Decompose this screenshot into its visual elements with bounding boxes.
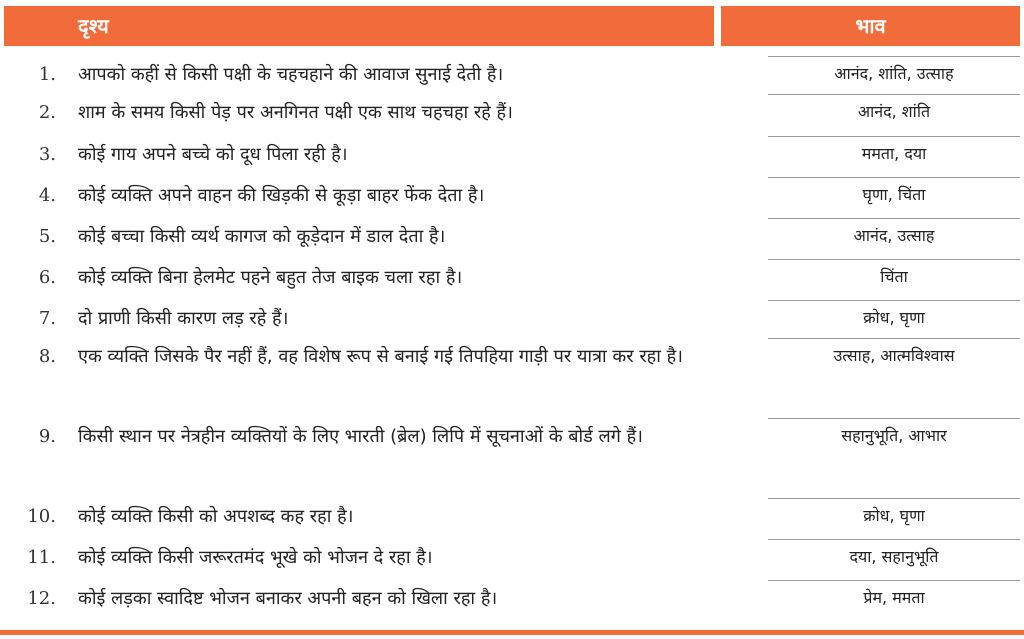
row-number: 11. bbox=[27, 547, 56, 568]
table-row bbox=[0, 136, 1024, 177]
feeling-text: दया, सहानुभूति bbox=[768, 539, 1020, 574]
scene-text: दो प्राणी किसी कारण लड़ रहे हैं। bbox=[78, 308, 289, 329]
table-row bbox=[0, 539, 1024, 580]
scene-text: कोई बच्चा किसी व्यर्थ कागज को कूड़ेदान में डाल देता है। bbox=[78, 226, 446, 247]
scene-column-header: दृश्य bbox=[4, 6, 714, 46]
row-number: 2. bbox=[38, 102, 56, 123]
row-number: 9. bbox=[38, 426, 56, 447]
table-row bbox=[0, 580, 1024, 621]
row-number: 7. bbox=[38, 308, 56, 329]
scene-text: कोई गाय अपने बच्चे को दूध पिला रही है। bbox=[78, 144, 348, 165]
scene-text: कोई व्यक्ति बिना हेलमेट पहने बहुत तेज बाइक चला रहा है। bbox=[78, 267, 463, 288]
table-row bbox=[0, 338, 1024, 418]
feeling-text: क्रोध, घृणा bbox=[768, 498, 1020, 533]
row-number: 3. bbox=[38, 144, 56, 165]
row-number: 4. bbox=[38, 185, 56, 206]
feeling-text: आनंद, उत्साह bbox=[768, 218, 1020, 253]
table-row bbox=[0, 498, 1024, 539]
feeling-text: क्रोध, घृणा bbox=[768, 300, 1020, 335]
table-row bbox=[0, 300, 1024, 338]
scene-feeling-table bbox=[0, 56, 1024, 621]
scene-text: कोई व्यक्ति किसी जरूरतमंद भूखे को भोजन दे रहा है। bbox=[78, 547, 433, 568]
row-number: 12. bbox=[27, 588, 56, 609]
table-row bbox=[0, 218, 1024, 259]
feeling-text: आनंद, शांति, उत्साह bbox=[768, 56, 1020, 91]
feeling-text: आनंद, शांति bbox=[768, 94, 1020, 129]
feeling-text: ममता, दया bbox=[768, 136, 1020, 171]
feeling-text: चिंता bbox=[768, 259, 1020, 294]
row-number: 6. bbox=[38, 267, 56, 288]
row-number: 1. bbox=[38, 64, 56, 85]
feeling-column-header: भाव bbox=[721, 6, 1020, 46]
table-row bbox=[0, 56, 1024, 94]
table-row bbox=[0, 418, 1024, 498]
scene-text: आपको कहीं से किसी पक्षी के चहचहाने की आवाज सुनाई देती है। bbox=[78, 64, 504, 85]
table-row bbox=[0, 259, 1024, 300]
row-number: 10. bbox=[27, 506, 56, 527]
scene-text: शाम के समय किसी पेड़ पर अनगिनत पक्षी एक साथ चहचहा रहे हैं। bbox=[78, 102, 513, 123]
feeling-text: सहानुभूति, आभार bbox=[768, 418, 1020, 453]
scene-text: कोई व्यक्ति अपने वाहन की खिड़की से कूड़ा बाहर फेंक देता है। bbox=[78, 185, 485, 206]
bottom-divider bbox=[0, 630, 1024, 635]
row-number: 8. bbox=[38, 346, 56, 367]
scene-text: कोई व्यक्ति किसी को अपशब्द कह रहा है। bbox=[78, 506, 354, 527]
feeling-text: उत्साह, आत्मविश्वास bbox=[768, 338, 1020, 373]
feeling-text: घृणा, चिंता bbox=[768, 177, 1020, 212]
scene-text: कोई लड़का स्वादिष्ट भोजन बनाकर अपनी बहन को खिला रहा है। bbox=[78, 588, 498, 609]
table-row bbox=[0, 177, 1024, 218]
feeling-text: प्रेम, ममता bbox=[768, 580, 1020, 615]
scene-text: किसी स्थान पर नेत्रहीन व्यक्तियों के लिए भारती (ब्रेल) लिपि में सूचनाओं के बोर्ड लगे हैं। bbox=[78, 426, 643, 447]
table-row bbox=[0, 94, 1024, 136]
row-number: 5. bbox=[38, 226, 56, 247]
scene-text: एक व्यक्ति जिसके पैर नहीं हैं, वह विशेष रूप से बनाई गई तिपहिया गाड़ी पर यात्रा कर रहा है। bbox=[78, 346, 684, 367]
